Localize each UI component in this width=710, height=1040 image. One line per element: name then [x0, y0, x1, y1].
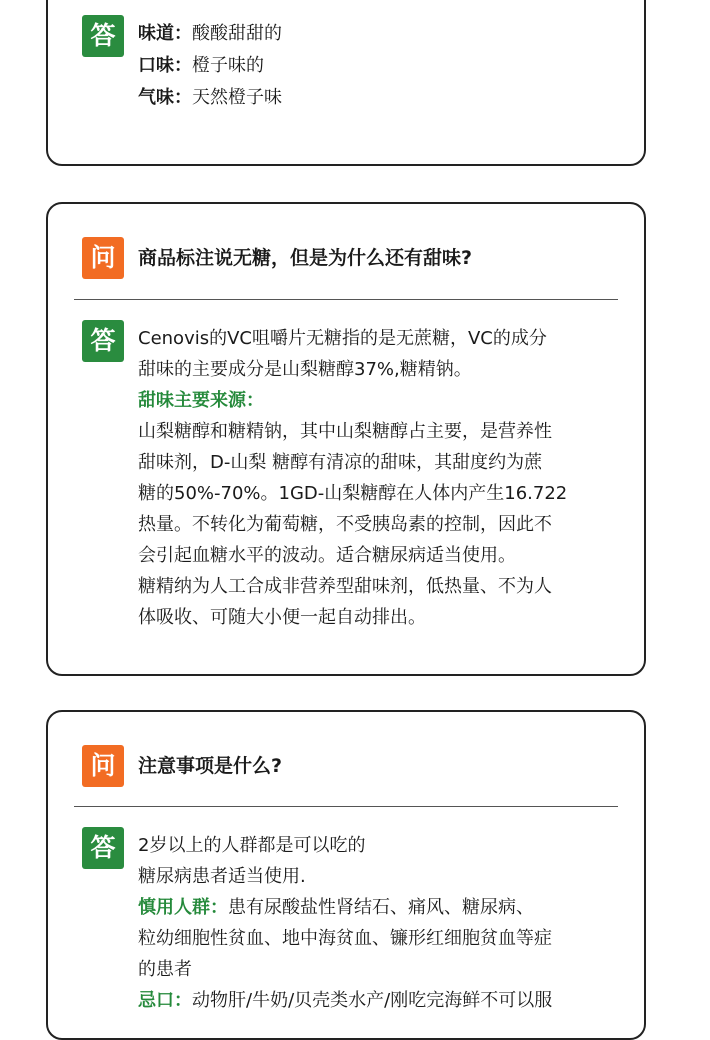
taste-key: 味道： [138, 23, 192, 44]
caution-line: 粒幼细胞性贫血、地中海贫血、镰形红细胞贫血等症 [138, 928, 552, 949]
body-line: 甜味剂，D-山梨 糖醇有清凉的甜味，其甜度约为蔗 [138, 452, 543, 473]
answer-badge: 答 [82, 15, 124, 57]
caution-label: 慎用人群： [138, 897, 228, 918]
taste-answer [138, 18, 624, 114]
divider [74, 299, 618, 300]
section-title: 甜味主要来源： [138, 390, 264, 411]
answer-line: 糖尿病患者适当使用. [138, 866, 306, 887]
flavor-row [138, 50, 624, 82]
flavor-key: 口味： [138, 55, 192, 76]
avoid-text: 动物肝/牛奶/贝壳类水产/刚吃完海鲜不可以服 [192, 990, 553, 1011]
body-line: 山梨糖醇和糖精钠，其中山梨糖醇占主要，是营养性 [138, 421, 552, 442]
smell-row [138, 82, 624, 114]
caution-line: 的患者 [138, 959, 192, 980]
answer-line: Cenovis的VC咀嚼片无糖指的是无蔗糖，VC的成分 [138, 328, 547, 349]
smell-value: 天然橙子味 [192, 87, 282, 108]
flavor-value: 橙子味的 [192, 55, 264, 76]
divider [74, 806, 618, 807]
body-line: 糖精纳为人工合成非营养型甜味剂，低热量、不为人 [138, 576, 552, 597]
smell-key: 气味： [138, 87, 192, 108]
body-line: 体吸收、可随大小便一起自动排出。 [138, 607, 426, 628]
qa-card-sweetness [46, 202, 646, 676]
question-badge: 问 [82, 237, 124, 279]
qa-card-taste [46, 0, 646, 166]
body-line: 会引起血糖水平的波动。适合糖尿病适当使用。 [138, 545, 516, 566]
caution-text: 患有尿酸盐性肾结石、痛风、糖尿病、 [228, 897, 534, 918]
answer-badge: 答 [82, 827, 124, 869]
answer-badge: 答 [82, 320, 124, 362]
taste-row [138, 18, 624, 50]
question-text: 商品标注说无糖，但是为什么还有甜味? [138, 247, 473, 269]
caution-row [138, 892, 624, 923]
sweetness-answer [138, 323, 624, 633]
avoid-label: 忌口： [138, 990, 192, 1011]
answer-line: 2岁以上的人群都是可以吃的 [138, 835, 366, 856]
taste-value: 酸酸甜甜的 [192, 23, 282, 44]
precautions-answer [138, 830, 624, 1016]
body-line: 热量。不转化为葡萄糖，不受胰岛素的控制，因此不 [138, 514, 552, 535]
qa-card-precautions [46, 710, 646, 1040]
question-text: 注意事项是什么? [138, 755, 283, 777]
avoid-row [138, 985, 624, 1016]
body-line: 糖的50%-70%。1GD-山梨糖醇在人体内产生16.722 [138, 483, 568, 504]
answer-line: 甜味的主要成分是山梨糖醇37%,糖精钠。 [138, 359, 472, 380]
question-badge: 问 [82, 745, 124, 787]
